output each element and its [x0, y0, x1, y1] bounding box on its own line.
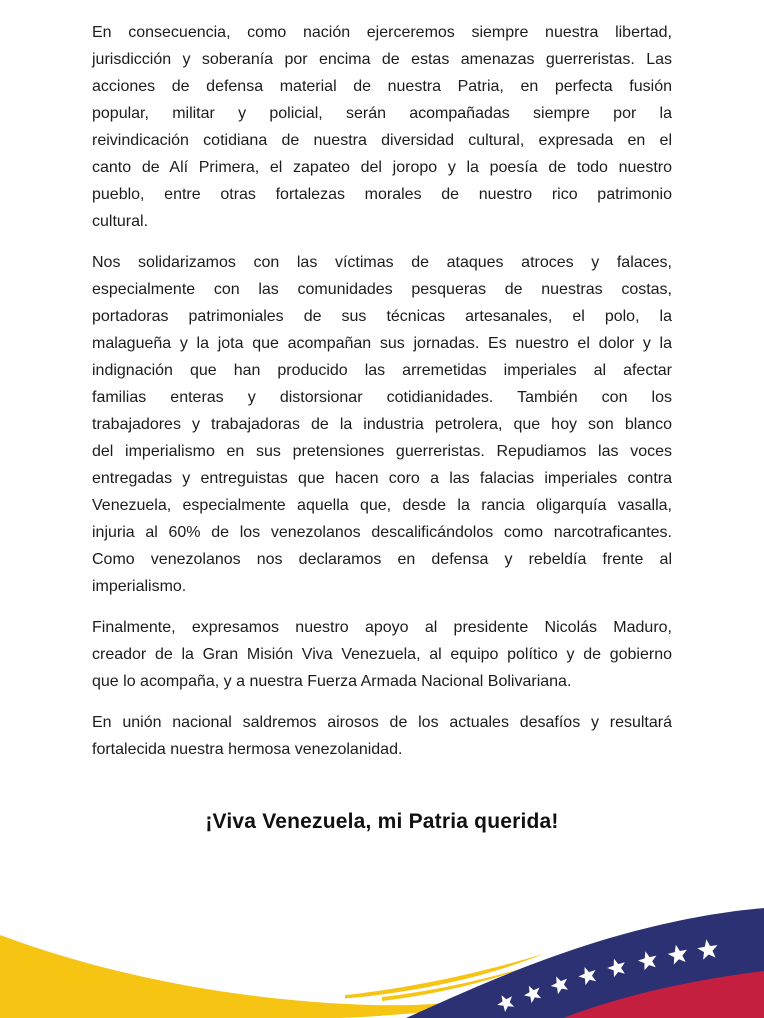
paragraph — [92, 249, 672, 600]
text-line: imperialismo. — [92, 578, 187, 595]
text-line: malagueña y la jota que acompañan sus jornadas. Es nuestro el dolor y la — [92, 335, 672, 352]
text-line: Nos solidarizamos con las víctimas de ataques atroces y falaces, — [92, 254, 672, 271]
text-line: En consecuencia, como nación ejerceremos siempre nuestra libertad, — [92, 24, 672, 41]
text-line: especialmente con las comunidades pesqueras de nuestras costas, — [92, 281, 672, 298]
text-line: reivindicación cotidiana de nuestra diversidad cultural, expresada en el — [92, 132, 672, 149]
document-text — [92, 19, 672, 777]
closing-slogan: ¡Viva Venezuela, mi Patria querida! — [205, 810, 559, 833]
text-line: popular, militar y policial, serán acompañadas siempre por la — [92, 105, 672, 122]
text-line: acciones de defensa material de nuestra Patria, en perfecta fusión — [92, 78, 672, 95]
text-line: injuria al 60% de los venezolanos descalificándolos como narcotraficantes. — [92, 524, 672, 541]
paragraph — [92, 709, 672, 763]
text-line: del imperialismo en sus pretensiones guerreristas. Repudiamos las voces — [92, 443, 672, 460]
text-line: familias enteras y distorsionar cotidianidades. También con los — [92, 389, 672, 406]
text-line: En unión nacional saldremos airosos de los actuales desafíos y resultará — [92, 714, 672, 731]
text-line: portadoras patrimoniales de sus técnicas artesanales, el polo, la — [92, 308, 672, 325]
yellow-wave — [0, 935, 505, 1018]
text-line: creador de la Gran Misión Viva Venezuela, al equipo político y de gobierno — [92, 646, 672, 663]
text-line: cultural. — [92, 213, 149, 230]
text-line: jurisdicción y soberanía por encima de estas amenazas guerreristas. Las — [92, 51, 672, 68]
text-line: fortalecida nuestra hermosa venezolanidad. — [92, 741, 403, 758]
text-line: Como venezolanos nos declaramos en defensa y rebeldía frente al — [92, 551, 672, 568]
text-line: que lo acompaña, y a nuestra Fuerza Armada Nacional Bolivariana. — [92, 673, 572, 690]
text-line: entregadas y entreguistas que hacen coro a las falacias imperiales contra — [92, 470, 672, 487]
text-line: Finalmente, expresamos nuestro apoyo al presidente Nicolás Maduro, — [92, 619, 672, 636]
text-line: canto de Alí Primera, el zapateo del joropo y la poesía de todo nuestro — [92, 159, 672, 176]
flag-wave-decoration — [0, 888, 764, 1018]
paragraph — [92, 19, 672, 235]
text-line: indignación que han producido las arremetidas imperiales al afectar — [92, 362, 672, 379]
text-line: Venezuela, especialmente aquella que, desde la rancia oligarquía vasalla, — [92, 497, 672, 514]
text-line: pueblo, entre otras fortalezas morales de nuestro rico patrimonio — [92, 186, 672, 203]
text-line: trabajadores y trabajadoras de la industria petrolera, que hoy son blanco — [92, 416, 672, 433]
paragraph — [92, 614, 672, 695]
